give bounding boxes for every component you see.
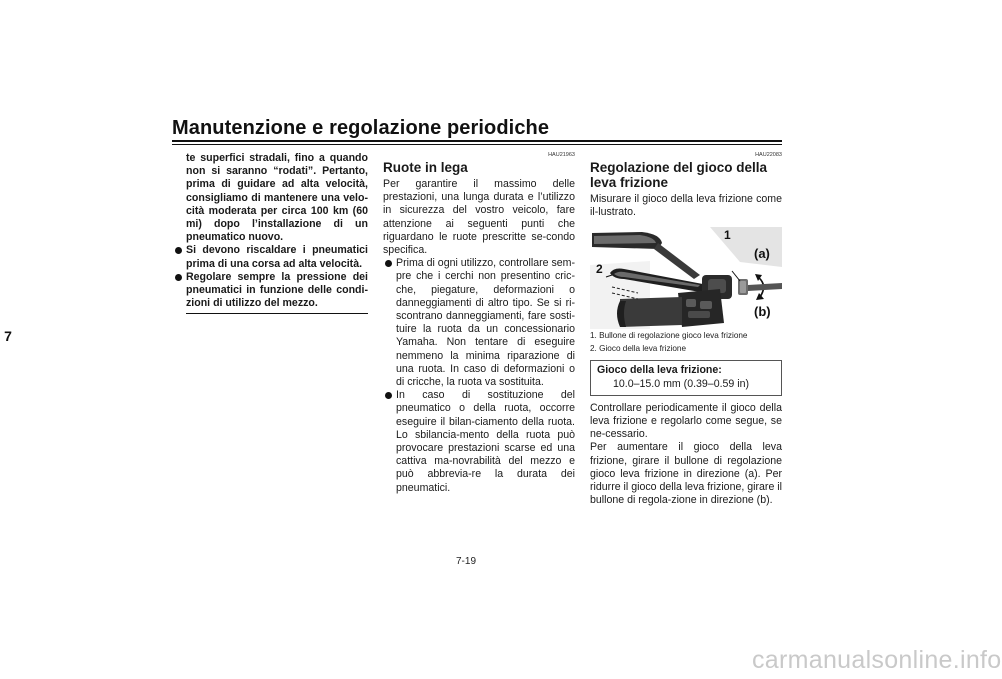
- clutch-paragraph: Controllare periodicamente il gioco della leva frizione e regolarlo come segue, se ne-cessario.: [590, 401, 782, 441]
- warning-bullet: [173, 244, 368, 270]
- bullet-dot-icon: [385, 260, 392, 267]
- wheels-bullet-text: In caso di sostituzione del pneumatico o della ruota, occorre eseguire il bilan-ciamento della ruota. Lo sbilancia-mento della ruota può provocare prestazioni scarse ed una cattiva ma-novrabilità del mezzo e può abbrevia-re la durata dei pneumatici.: [396, 389, 575, 494]
- spec-label: Gioco della leva frizione:: [597, 364, 722, 377]
- spec-box: [590, 360, 782, 395]
- callout-2: 2: [596, 262, 603, 277]
- clutch-paragraph: Per aumentare il gioco della leva frizione, girare il bullone di regolazione gioco leva frizione in direzione (a). Per ridurre il gioco della leva frizione, girare il bullone di regola-zione in direzione (b).: [590, 441, 782, 507]
- spec-value: 10.0–15.0 mm (0.39–0.59 in): [613, 377, 750, 390]
- warning-bullet-text: Si devono riscaldare i pneumatici prima di una corsa ad alta velocità.: [186, 244, 368, 270]
- watermark: carmanualsonline.info: [752, 646, 1002, 674]
- wheels-bullet: [383, 257, 575, 389]
- section-title-clutch: Regolazione del gioco della leva frizione: [590, 160, 768, 190]
- clutch-lever-illustration: [590, 227, 782, 329]
- warning-end-rule: [186, 313, 368, 314]
- section-title-wheels: Ruote in lega: [383, 160, 468, 175]
- figure-caption-2: 2. Gioco della leva frizione: [590, 343, 687, 353]
- tire-warning-continuation: te superfici stradali, fino a quando non si saranno “rodati”. Pertanto, prima di guidare ad alta velocità, consigliamo di mantenere una velo-cità moderata per circa 100 km (60 mi) dopo l’installazione di un pneumatico nuovo.: [186, 152, 368, 244]
- warning-bullet: [173, 271, 368, 311]
- header-rule: [172, 140, 782, 142]
- figure-caption-1: 1. Bullone di regolazione gioco leva frizione: [590, 331, 748, 341]
- callout-1: 1: [724, 228, 731, 243]
- column-left: [186, 152, 368, 314]
- bullet-dot-icon: [175, 274, 182, 281]
- bullet-dot-icon: [175, 247, 182, 254]
- section-code: HAU21963: [548, 152, 575, 158]
- clutch-intro: Misurare il gioco della leva frizione come il-lustrato.: [590, 193, 782, 219]
- column-right: [590, 152, 782, 507]
- page-title: Manutenzione e regolazione periodiche: [172, 117, 550, 139]
- chapter-tab: 7: [4, 328, 12, 344]
- wheels-bullet: [383, 389, 575, 495]
- header-rule-thin: [172, 144, 782, 145]
- column-middle: [383, 152, 575, 495]
- wheels-intro: Per garantire il massimo delle prestazioni, una lunga durata e l’utilizzo in sicurezza del vostro veicolo, fare attenzione ai seguenti punti che riguardano le ruote prescritte se-condo specifica.: [383, 178, 575, 257]
- bullet-dot-icon: [385, 392, 392, 399]
- page-number: 7-19: [456, 556, 477, 567]
- callout-b: (b): [754, 304, 771, 320]
- wheels-bullet-text: Prima di ogni utilizzo, controllare sem-pre che i cerchi non presentino cric-che, piegature, deformazioni o danneggiamenti di altro tipo. Se si ri-scontrano danneggiamenti, fare sosti-tuire la ruota da un concessionario Yamaha. Non tentare di eseguire nemmeno la minima riparazione di una ruota. In caso di deformazioni o di cricche, la ruota va sostituita.: [396, 257, 575, 389]
- section-code: HAU22083: [755, 152, 782, 158]
- callout-a: (a): [754, 246, 770, 262]
- warning-bullet-text: Regolare sempre la pressione dei pneumatici in funzione delle condi-zioni di utilizzo del mezzo.: [186, 270, 368, 310]
